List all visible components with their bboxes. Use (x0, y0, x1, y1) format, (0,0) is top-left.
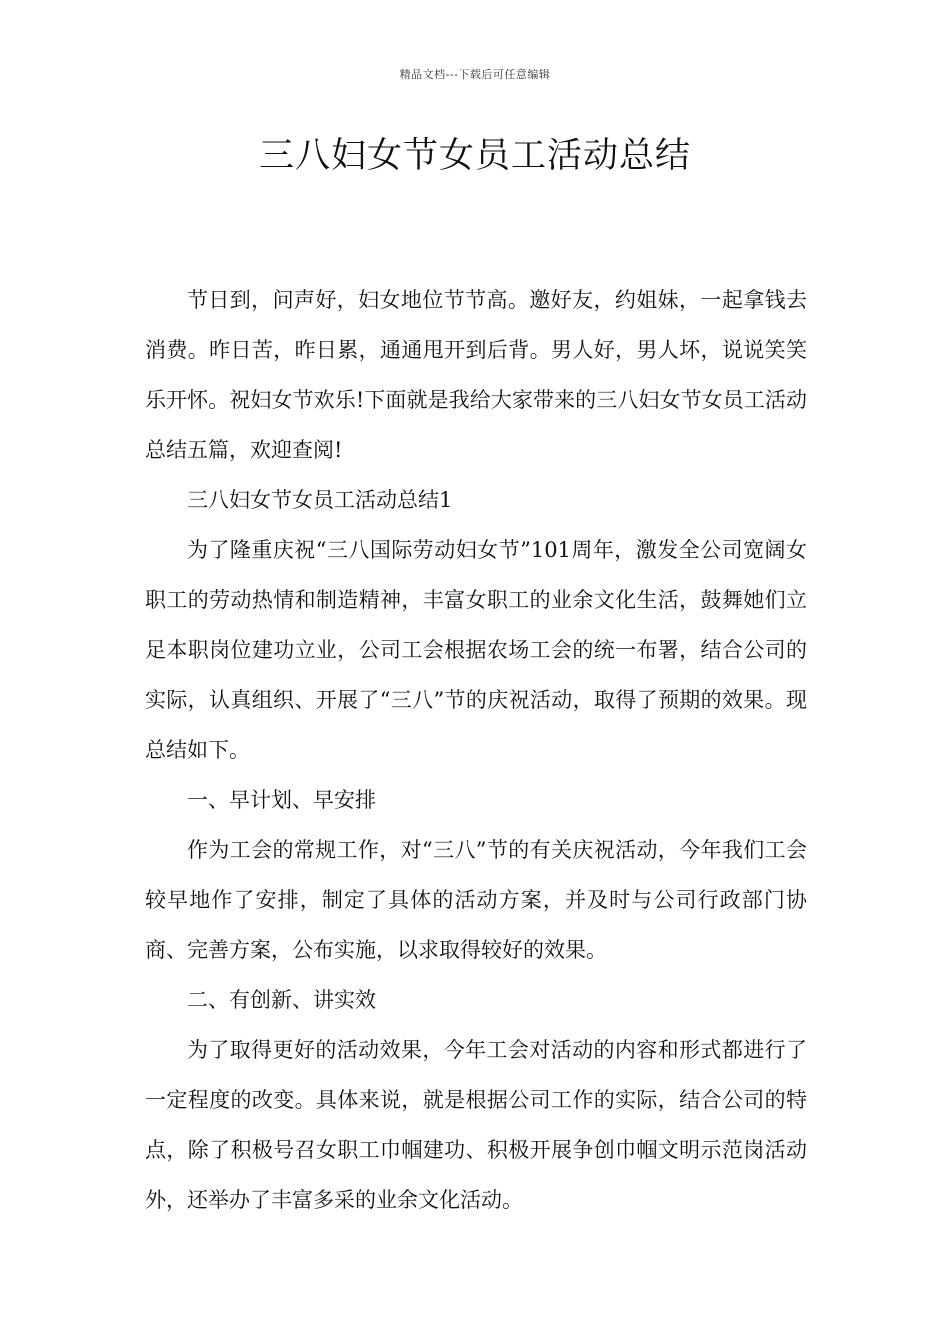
paragraph: 为了隆重庆祝“三八国际劳动妇女节”101周年，激发全公司宽阔女职工的劳动热情和制造精神，丰富女职工的业余文化生活，鼓舞她们立足本职岗位建功立业，公司工会根据农场工会的统一布署，结合公司的实际，认真组织、开展了“三八”节的庆祝活动，取得了预期的效果。现总结如下。 (145, 538, 807, 762)
paragraph: 作为工会的常规工作，对“三八”节的有关庆祝活动，今年我们工会较早地作了安排，制定了具体的活动方案，并及时与公司行政部门协商、完善方案，公布实施，以求取得较好的效果。 (145, 838, 807, 962)
subsection-heading: 二、有创新、讲实效 (187, 988, 376, 1012)
subsection-heading: 一、早计划、早安排 (187, 788, 376, 812)
document-title: 三八妇女节女员工活动总结 (258, 136, 691, 176)
section-heading: 三八妇女节女员工活动总结1 (187, 488, 453, 512)
document-body (145, 275, 807, 1225)
paragraph: 为了取得更好的活动效果，今年工会对活动的内容和形式都进行了一定程度的改变。具体来说，就是根据公司工作的实际，结合公司的特点，除了积极号召女职工巾帼建功、积极开展争创巾帼文明示范岗活动外，还举办了丰富多采的业余文化活动。 (145, 1038, 807, 1212)
header-note: 精品文档---下载后可任意编辑 (399, 68, 551, 81)
paragraph-intro: 节日到，问声好，妇女地位节节高。邀好友，约姐妹，一起拿钱去消费。昨日苦，昨日累，通通甩开到后背。男人好，男人坏，说说笑笑乐开怀。祝妇女节欢乐!下面就是我给大家带来的三八妇女节女员工活动总结五篇，欢迎查阅! (145, 288, 807, 462)
